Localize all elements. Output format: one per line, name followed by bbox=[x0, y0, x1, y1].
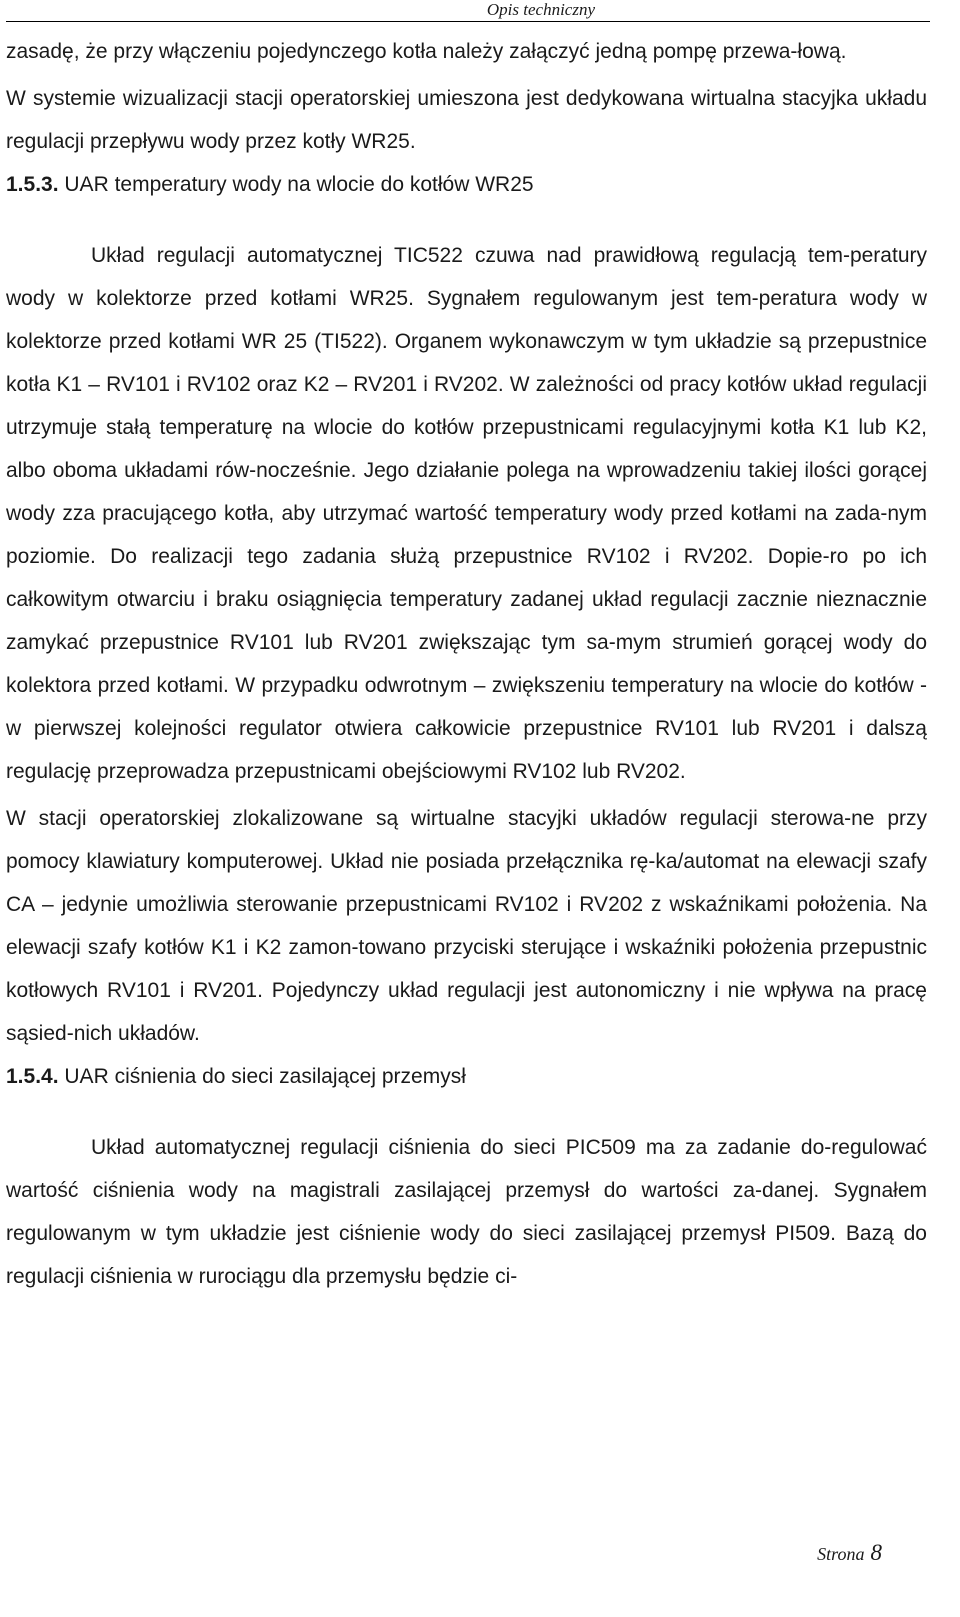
paragraph-intro-1: zasadę, że przy włączeniu pojedynczego kotła należy załączyć jedną pompę przewa-łową. bbox=[6, 40, 847, 63]
section-153-paragraph-1: Układ regulacji automatycznej TIC522 czuwa nad prawidłową regulacją tem-peratury wody w kolektorze przed kotłami WR25. Sygnałem regulowanym jest tem-peratura wody w kolektorze przed kotłami WR 25 (TI522). Organem wykonawczym w tym układzie są przepustnice kotła K1 – RV101 i RV102 oraz K2 – RV201 i RV202. W zależności od pracy kotłów układ regulacji utrzymuje stałą temperaturę na wlocie do kotłów przepustnicami regulacyjnymi kotła K1 lub K2, albo oboma układami rów-nocześnie. Jego działanie polega na wprowadzeniu takiej ilości gorącej wody zza pracującego kotła, aby utrzymać wartość temperatury wody przed kotłami na zada-nym poziomie. Do realizacji tego zadania służą przepustnice RV102 i RV202. Dopie-ro po ich całkowitym otwarciu i braku osiągnięcia temperatury zadanej układ regulacji zacznie nieznacznie zamykać przepustnice RV101 lub RV201 zwiększając tym sa-mym strumień gorącej wody do kolektora przed kotłami. W przypadku odwrotnym – zwiększeniu temperatury na wlocie do kotłów - w pierwszej kolejności regulator otwiera całkowicie przepustnice RV101 lub RV201 i dalszą regulację przeprowadza przepustnicami obejściowymi RV102 lub RV202. bbox=[6, 244, 927, 783]
section-154-paragraph-1: Układ automatycznej regulacji ciśnienia do sieci PIC509 ma za zadanie do-regulować wartość ciśnienia wody na magistrali zasilającej przemysł do wartości za-danej. Sygnałem regulowanym w tym układzie jest ciśnienie wody do sieci zasilającej przemysł PI509. Bazą do regulacji ciśnienia w rurociągu dla przemysłu będzie ci- bbox=[6, 1136, 927, 1288]
footer-label: Strona bbox=[817, 1544, 865, 1564]
header-title: Opis techniczny bbox=[486, 0, 595, 19]
document-body bbox=[6, 30, 927, 1298]
section-heading-153 bbox=[6, 163, 927, 206]
section-title-153: UAR temperatury wody na wlocie do kotłów WR25 bbox=[64, 173, 534, 196]
page-header bbox=[6, 0, 930, 22]
page-footer bbox=[817, 1540, 882, 1566]
section-heading-154 bbox=[6, 1055, 927, 1098]
paragraph-intro-2: W systemie wizualizacji stacji operatorskiej umieszona jest dedykowana wirtualna stacyjka układu regulacji przepływu wody przez kotły WR25. bbox=[6, 87, 927, 153]
page-number: 8 bbox=[870, 1540, 882, 1565]
section-title-154: UAR ciśnienia do sieci zasilającej przemysł bbox=[64, 1065, 466, 1088]
section-number-154: 1.5.4. bbox=[6, 1065, 59, 1088]
section-153-paragraph-2: W stacji operatorskiej zlokalizowane są wirtualne stacyjki układów regulacji sterowa-ne przy pomocy klawiatury komputerowej. Układ nie posiada przełącznika rę-ka/automat na elewacji szafy CA – jedynie umożliwia sterowanie przepustnicami RV102 i RV202 z wskaźnikami położenia. Na elewacji szafy kotłów K1 i K2 zamon-towano przyciski sterujące i wskaźniki położenia przepustnic kotłowych RV101 i RV201. Pojedynczy układ regulacji jest autonomiczny i nie wpływa na pracę sąsied-nich układów. bbox=[6, 807, 927, 1045]
section-number-153: 1.5.3. bbox=[6, 173, 59, 196]
